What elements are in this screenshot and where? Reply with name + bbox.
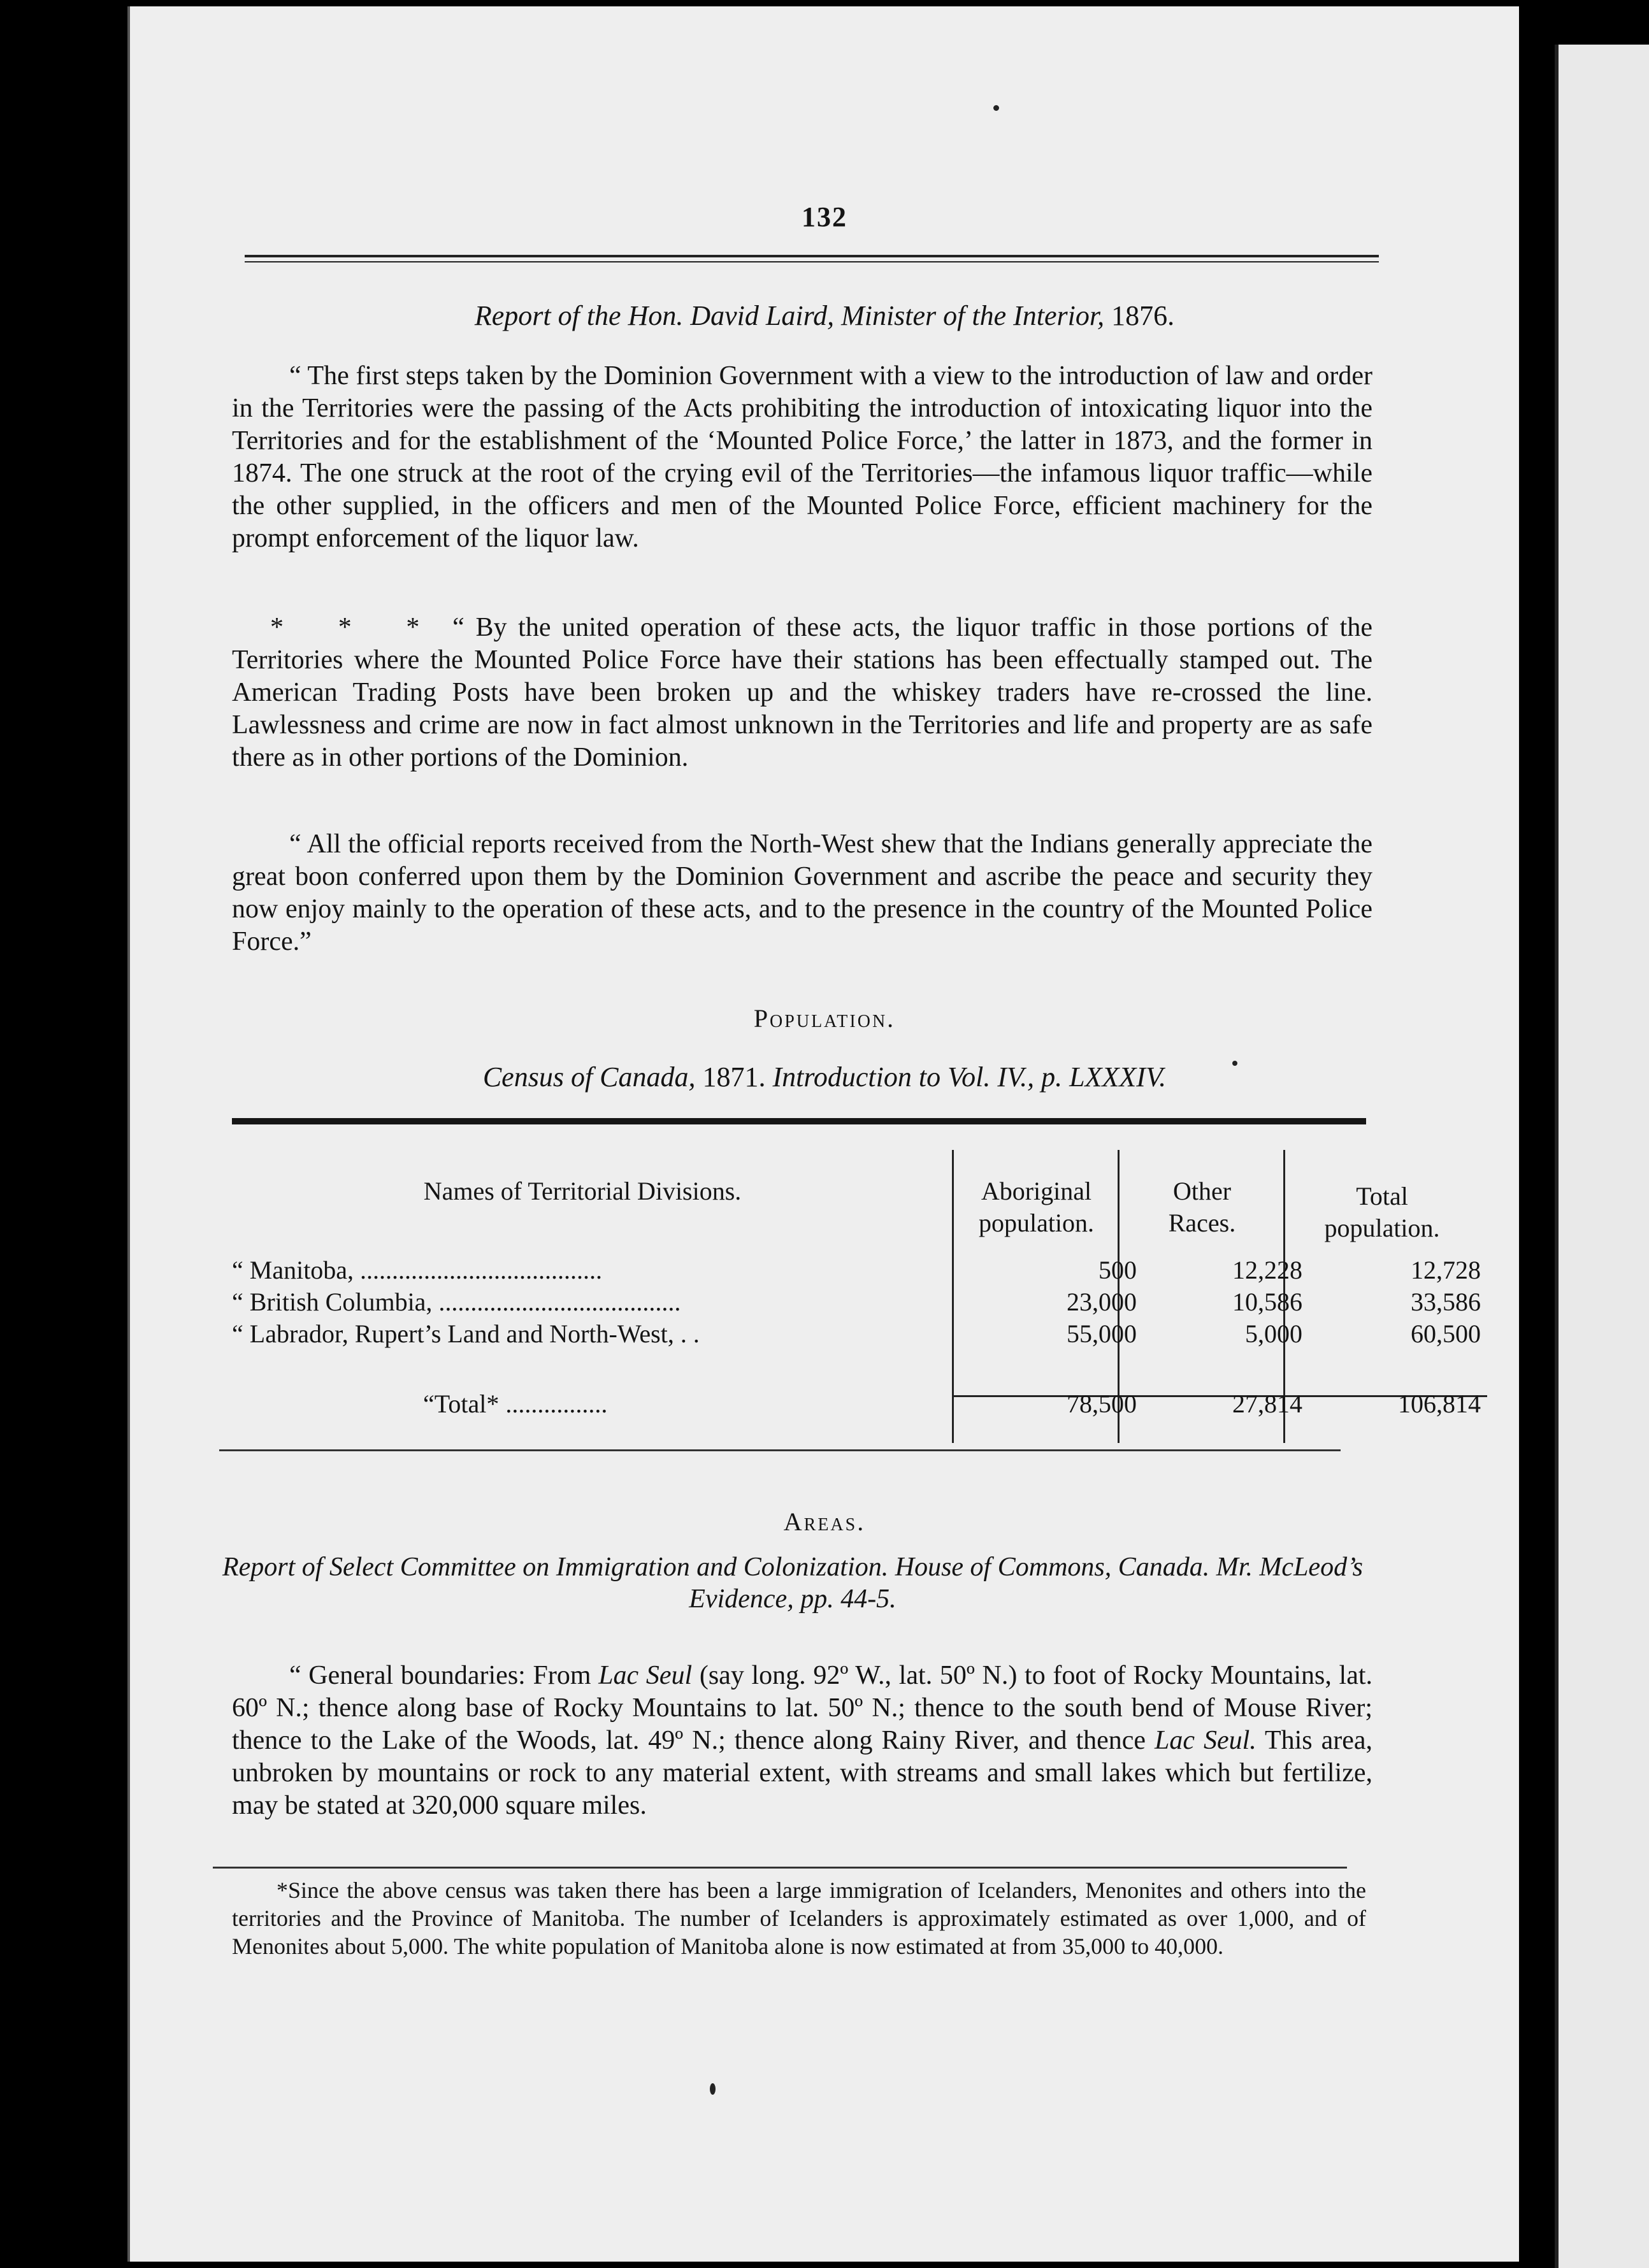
ellipsis-stars: * * *: [270, 613, 442, 642]
areas-paragraph: [232, 1660, 1372, 1822]
page-scan: [127, 6, 1519, 2262]
row-total: 33,586: [1411, 1288, 1481, 1316]
header-rule: [245, 255, 1379, 262]
census-source-rest: Introduction to Vol. IV., p. LXXXIV.: [772, 1061, 1167, 1093]
print-speck: [1232, 1061, 1237, 1066]
print-speck: [710, 2083, 716, 2095]
row-name: “ Labrador, Rupert’s Land and North-West, . .: [232, 1319, 700, 1348]
page-number: 132: [802, 201, 847, 233]
areas-lac-seul-1: Lac Seul: [598, 1661, 693, 1690]
table-row: [219, 1287, 1481, 1319]
paragraph-2: [232, 612, 1372, 774]
header-other-line1: Other: [1172, 1177, 1232, 1205]
header-other-line2: Races.: [1168, 1209, 1236, 1237]
total-aboriginal: 78,500: [1067, 1389, 1137, 1418]
areas-text-1: “ General boundaries: From: [289, 1661, 599, 1690]
table-row: [219, 1319, 1481, 1351]
row-name: “ British Columbia, ......................................: [232, 1288, 681, 1316]
areas-text-3: This area, unbroken by mountains or rock to any material extent, with streams and small lakes which but fertilize, may be stated at 320,000 square miles.: [232, 1726, 1372, 1820]
header-aboriginal: [955, 1175, 1118, 1239]
table-bottom-rule: [219, 1449, 1341, 1451]
report-heading-title: Report of the Hon. David Laird, Minister of the Interior,: [474, 300, 1105, 331]
row-aboriginal: 55,000: [1067, 1319, 1137, 1348]
row-total: 60,500: [1411, 1319, 1481, 1348]
table-row: [219, 1255, 1481, 1287]
footnote: *Since the above census was taken there has been a large immigration of Icelanders, Menonites and others into the territories and the Province of Manitoba. The number of Icelanders is approximately estimated as over 1,000, and of Menonites about 5,000. The white population of Manitoba alone is now estimated at from 35,000 to 40,000.: [232, 1877, 1366, 1959]
row-name: “ Manitoba, ......................................: [232, 1256, 603, 1284]
adjacent-page-edge: [1555, 45, 1649, 2268]
areas-heading: Areas.: [783, 1507, 866, 1536]
census-source-title: Census of Canada,: [482, 1061, 696, 1093]
row-other: 10,586: [1232, 1288, 1302, 1316]
row-aboriginal: 500: [1098, 1256, 1137, 1284]
paragraph-2-text: “ By the united operation of these acts, the liquor traffic in those portions of the Territories where the Mounted Police Force have their stations has been effectually stamped out. The American Trading Posts have been broken up and the whiskey traders have re-crossed the line. Lawlessness and crime are now in fact almost unknown in the Territories and life and property are as safe there as in other portions of the Dominion.: [232, 613, 1372, 772]
row-total: 12,728: [1411, 1256, 1481, 1284]
table-top-rule: [232, 1118, 1366, 1124]
census-source: [130, 1061, 1519, 1093]
row-other: 5,000: [1245, 1319, 1302, 1348]
header-total-line1: Total: [1356, 1182, 1408, 1210]
header-total: [1286, 1181, 1478, 1244]
header-names: Names of Territorial Divisions.: [423, 1177, 742, 1205]
paragraph-3: “ All the official reports received from the North-West shew that the Indians generally appreciate the great boon conferred upon them by the Dominion Government and ascribe the peace and security they now enjoy mainly to the operation of these acts, and to the presence in the country of the Mounted Police Force.”: [232, 829, 1372, 956]
population-heading: Population.: [753, 1004, 896, 1033]
areas-source: Report of Select Committee on Immigration and Colonization. House of Commons, Canada. Mr. McLeod’s Evidence, pp. 44-5.: [222, 1553, 1363, 1614]
report-heading: [130, 299, 1519, 332]
total-label: “Total* ................: [423, 1389, 608, 1418]
header-other-races: [1121, 1175, 1283, 1239]
areas-text-2: (say long. 92º W., lat. 50º N.) to foot of Rocky Mountains, lat. 60º N.; thence along base of Rocky Mountains to lat. 50º N.; thence to the south bend of Mouse River; thence to the Lake of the Woods, lat. 49º N.; thence along Rainy River, and thence: [232, 1661, 1373, 1755]
report-heading-year: 1876.: [1111, 300, 1175, 331]
footnote-rule: [213, 1867, 1347, 1869]
census-source-year: 1871.: [702, 1061, 766, 1093]
table-total-row: [219, 1389, 1481, 1421]
print-speck: [993, 105, 999, 111]
areas-lac-seul-2: Lac Seul.: [1155, 1726, 1257, 1755]
paragraph-1: “ The first steps taken by the Dominion Government with a view to the introduction of law and order in the Territories were the passing of the Acts prohibiting the introduction of intoxicating liquor into the Territories and for the establishment of the ‘Mounted Police Force,’ the latter in 1873, and the former in 1874. The one struck at the root of the crying evil of the Territories—the infamous liquor traffic—while the other supplied, in the officers and men of the Mounted Police Force, efficient machinery for the prompt enforcement of the liquor law.: [232, 361, 1372, 553]
header-aboriginal-line2: population.: [978, 1209, 1095, 1237]
header-aboriginal-line1: Aboriginal: [981, 1177, 1092, 1205]
total-total: 106,814: [1398, 1389, 1481, 1418]
header-total-line2: population.: [1324, 1214, 1440, 1242]
row-aboriginal: 23,000: [1067, 1288, 1137, 1316]
total-other: 27,814: [1232, 1389, 1302, 1418]
row-other: 12,228: [1232, 1256, 1302, 1284]
population-table: [219, 1137, 1481, 1443]
